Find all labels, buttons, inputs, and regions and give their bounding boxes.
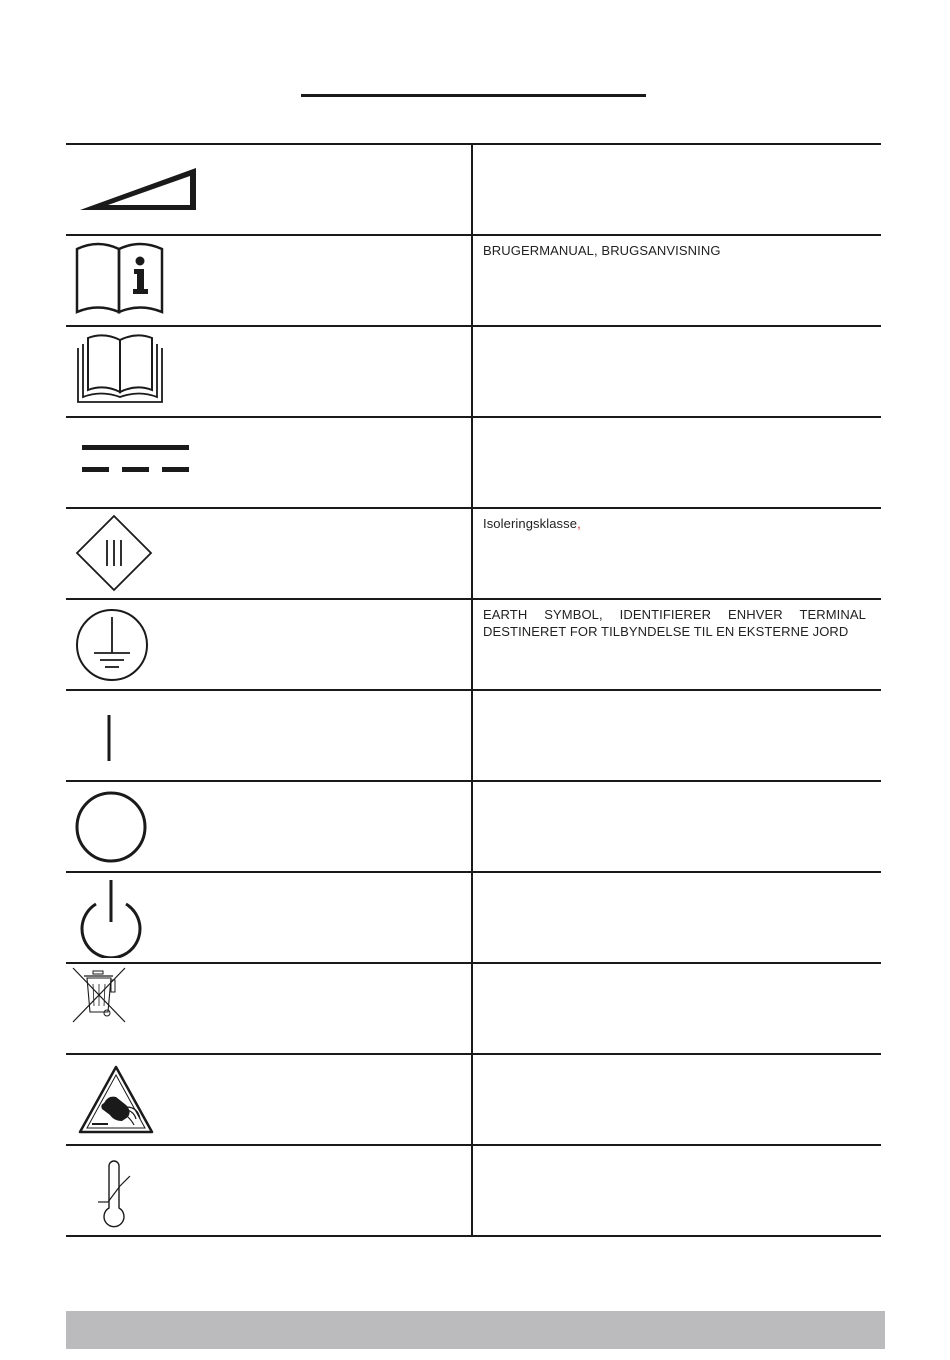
power-off-icon: [74, 790, 148, 864]
table-row: [66, 234, 881, 325]
symbol-description: [483, 515, 866, 532]
symbol-table: [66, 143, 881, 1237]
title-underline: [301, 94, 646, 97]
table-row: [66, 780, 881, 871]
table-row: [66, 689, 881, 780]
direct-current-icon: [82, 443, 192, 479]
icon-cell: [66, 873, 471, 962]
icon-cell: [66, 782, 471, 871]
insulation-class-icon: [75, 514, 153, 592]
column-divider: [471, 509, 473, 598]
standby-icon: [78, 878, 144, 958]
table-row: [66, 325, 881, 416]
icon-cell: [66, 418, 471, 507]
description-suffix: ,: [577, 516, 581, 531]
footer-band: [66, 1311, 885, 1349]
icon-cell: [66, 691, 471, 780]
column-divider: [471, 327, 473, 416]
icon-cell: [66, 236, 471, 325]
column-divider: [471, 782, 473, 871]
table-row: [66, 1144, 881, 1237]
column-divider: [471, 1146, 473, 1235]
power-on-icon: [104, 713, 114, 763]
thermistor-icon: [94, 1156, 134, 1230]
icon-cell: [66, 145, 471, 234]
table-row: [66, 871, 881, 962]
table-row: [66, 507, 881, 598]
symbol-description: BRUGERMANUAL, BRUGSANVISNING: [483, 243, 721, 258]
manual-info-icon: [74, 241, 166, 315]
column-divider: [471, 964, 473, 1053]
symbol-description: EARTH SYMBOL, IDENTIFIERER ENHVER TERMINAL DESTINERET FOR TILBYNDELSE TIL EN EKSTERNE JORD: [483, 607, 866, 639]
volume-ramp-icon: [78, 165, 200, 213]
column-divider: [471, 1055, 473, 1144]
icon-cell: [66, 964, 471, 1053]
column-divider: [471, 691, 473, 780]
table-row: [66, 598, 881, 689]
description-text: Isoleringsklasse: [483, 516, 578, 531]
table-row: [66, 416, 881, 507]
hand-crush-warning-icon: [78, 1065, 154, 1135]
table-row: [66, 962, 881, 1053]
column-divider: [471, 145, 473, 234]
table-row: [66, 1053, 881, 1144]
column-divider: [471, 418, 473, 507]
icon-cell: [66, 1055, 471, 1144]
icon-cell: [66, 509, 471, 598]
icon-cell: [66, 600, 471, 689]
table-row: [66, 143, 881, 234]
weee-crossed-bin-icon: [71, 966, 127, 1024]
open-book-icon: [76, 332, 166, 406]
column-divider: [471, 600, 473, 689]
icon-cell: [66, 327, 471, 416]
column-divider: [471, 236, 473, 325]
earth-ground-icon: [74, 607, 150, 683]
column-divider: [471, 873, 473, 962]
icon-cell: [66, 1146, 471, 1235]
